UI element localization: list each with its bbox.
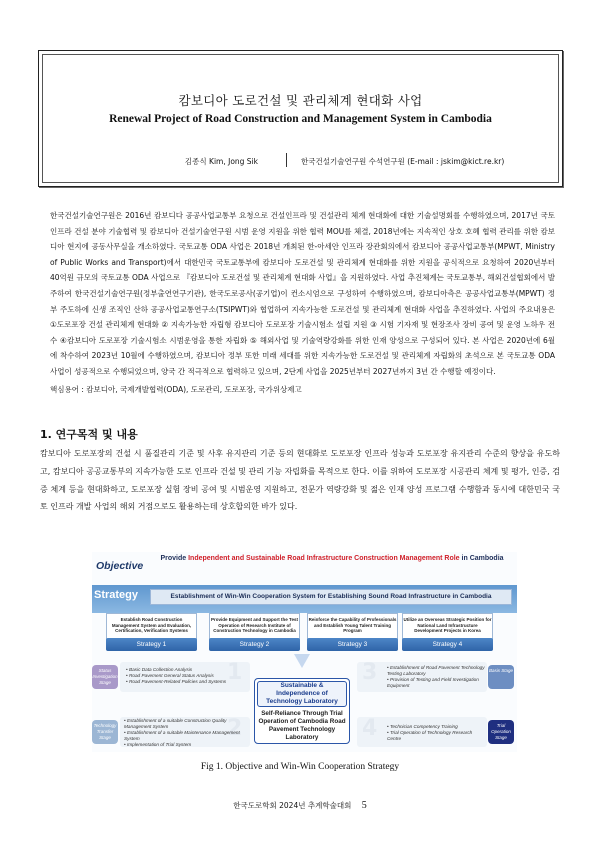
author-name: 김종식 Kim, Jong Sik [184,157,258,166]
stage-3-items [387,665,485,695]
stage-4-badge: Trial Operation Stage [488,720,514,744]
strategy-4-tab: Strategy 4 [402,638,493,651]
objective-text-highlight: Independent and Sustainable Road Infrastructure Construction Management Role [188,555,460,562]
section-title: 1. 연구목적 및 내용 [40,428,138,441]
strategy-4-desc: Utilize an Overseas Strategic Position for National Land Infrastructure Development Projects in Korea [403,617,492,633]
stage-2-item: • Establishment of a suitable Construction Quality Management System [124,718,227,729]
center-goal-subtitle: Self-Reliance Through Trial Operation of Cambodia Road Pavement Technology Laboratory [258,710,346,741]
objective-label: Objective [96,560,144,572]
stage-1-number: 1 [227,660,243,685]
stage-4-item-text: Trial Operation of Technology Research Centre [387,730,473,741]
figure-diagram [92,552,517,752]
title-korean: 캄보디아 도로건설 및 관리체계 현대화 사업 [178,93,423,108]
strategy-3-desc: Reinforce the Capability of Professionals and Establish Young Talent Training Program [308,617,397,633]
stage-4-item-text: Technician Competency Training [389,724,458,729]
stage-1-badge: Status Investigation Stage [92,665,118,689]
stage-4-items [387,724,485,754]
stage-1-item: • Road Pavement-Related Policies and Systems [126,679,227,684]
center-goal-box [254,678,350,744]
title-box [38,50,563,187]
title-inner-frame [42,54,559,183]
strategy-2-tab: Strategy 2 [209,638,300,651]
strategy-3-tab: Strategy 3 [307,638,398,651]
stage-2-item: • Implementation of Trial System [124,742,192,747]
center-goal-title: Sustainable & Independence of Technology Laboratory [257,681,347,707]
objective-text-post: in Cambodia [459,555,504,562]
stage-4-item: • Trial Operation of Technology Research Centre [387,730,473,741]
stage-4-item: • Technician Competency Training [387,724,458,729]
footer-conference: 한국도로학회 2024년 추계학술대회 [233,801,352,810]
author-affiliation: 한국건설기술연구원 수석연구원 (E-mail : jskim@kict.re.kr) [301,157,505,166]
stage-3-item: • Provision of Testing and Field Investigation Equipment [387,677,479,688]
figure-caption: Fig 1. Objective and Win-Win Cooperation Strategy [200,762,400,772]
stage-1-items [126,667,236,697]
stage-3-item-text: Establishment of Road Pavement Technology Testing Laboratory [387,665,485,676]
keywords: 핵심용어 : 캄보디아, 국제개발협력(ODA), 도로관리, 도로포장, 국가위상제고 [50,385,302,394]
section-body: 캄보디아 도로포장의 건설 시 품질관리 기준 및 사후 유지관리 기준 등의 현대화로 도로포장 인프라 성능과 도로포장 유지관리 수준의 향상을 유도하고, 캄보디아 공공교통부의 지속가능한 도로 인프라 건설 및 관리 기능 자립화를 목적으로 한다. 이를 위하여 도로포장 시공관리 체계 및 평가, 인증, 검증 체계 등을 현대화하고, 도로포장 실험 장비 공여 및 시범운영 지원하고, 전문가 역량강화 및 젊은 인재 양성 프로그램 수행함과 동시에 대한민국 국토 인프라 개발 사업의 해외 거점으로도 활용하는데 상호합의한 바가 있다. [40,449,560,512]
page-number: 5 [361,800,367,811]
stage-1-item-text: Road Pavement-Related Policies and Systems [128,679,227,684]
stage-2-item: • Establishment of a suitable Maintenance Management System [124,730,240,741]
strategy-1-desc: Establish Road Construction Management System and Evaluation, Certification, Verification Systems [111,617,192,633]
stage-2-item-text: Establishment of a suitable Maintenance Management System [124,730,240,741]
down-arrow-icon [294,654,310,668]
strategy-label: Strategy [94,589,139,601]
stage-2-item-text: Implementation of Trial System [126,742,192,747]
stage-3-item: • Establishment of Road Pavement Technology Testing Laboratory [387,665,485,676]
stage-3-badge: Basis Stage [488,665,514,689]
objective-text [152,554,512,563]
abstract: 한국건설기술연구원은 2016년 캄보디다 공공사업교통부 요청으로 건설인프라 및 건설관리 체계 현대화에 대한 기술설명회를 수행하였으며, 2017년 국토 인프라 건설 분야 기술협력 및 캄보디아 건설기술연구원 시범 운영 지원을 위한 협력 MOU를 체결, 2018년에는 지속적인 상호 호혜 협력 관리를 위한 캄보디아 현지에 공동사무실을 개소하였다. 국토교통 ODA 사업은 2018년 개최된 한-아세안 인프라 장관회의에서 캄보디아 공공사업교통부(MPWT, Ministry of Public Works and Transport)에서 대한민국 국토교통부에 캄보디아 도로건설 및 관리체계 현대화를 위한 지원을 공식적으로 요청하여 2020년부터 40억원 규모의 국토교통 ODA 사업으로 『캄보디아 도로건설 및 관리체계 현대화 사업』을 지원하였다. 사업 추진체계는 국토교통부, 해외건설협회에서 발주하여 한국건설기술연구원(정부출연연구기관), 한국도로공사(공기업)이 컨소시엄으로 구성하여 수행하였으며, 캄보디아측은 공공사업교통부(MPWT) 정부 주도하에 신생 조직인 산하 공공사업교통연구소(TSIPWT)와 협업하여 지속가능한 도로건설 및 관리체계 현대화 사업을 추진하였다. 사업의 주요내용은 ①도로포장 건설 관리체계 현대화 ② 지속가능한 자립형 캄보디아 도로포장 기술시험소 설립 지원 ③ 시험 기자재 및 현장조사 장비 공여 및 운영 노하우 전수 ④캄보디아 도로포장 기술시험소 시범운영을 통한 자립화 ⑤ 해외사업 및 기술역량강화를 위한 인재 양성으로 구성되어 있다. 본 사업은 2020년에 6월에 착수하여 2023년 10월에 수행하였으며, 캄보디아 정부 또한 미래 세대를 위한 지속가능한 도로건설 및 관리체계 자립화의 초석으로 본 국토교통 ODA 사업이 성공적으로 수행되었으며, 양국 간 적극적으로 협력하고 있으며, 2단계 사업을 2025년부터 2027년까지 3년 간 수행할 예정이다. [50,211,555,376]
stage-3-number: 3 [362,660,378,685]
objective-text-pre: Provide [160,555,189,562]
stage-1-item: • Basic Data Collection Analysis [126,667,193,672]
stage-2-badge: Technology Transfer Stage [92,720,118,744]
author-separator [286,153,287,167]
title-english: Renewal Project of Road Construction and Management System in Cambodia [109,113,492,125]
page-footer [0,800,600,811]
stage-4-number: 4 [362,716,378,741]
stage-1-item-text: Basic Data Collection Analysis [128,667,193,672]
strategy-2-desc: Provide Equipment and Support the Test Operation of Research Institute of Construction Technology in Cambodia [211,617,298,633]
stage-1-item: • Road Pavement General Status Analysis [126,673,214,678]
stage-2-items [124,718,242,748]
stage-3-item-text: Provision of Testing and Field Investigation Equipment [387,677,479,688]
strategy-1-tab: Strategy 1 [106,638,197,651]
stage-2-item-text: Establishment of a suitable Construction Quality Management System [124,718,227,729]
stage-2-number: 2 [227,716,243,741]
stage-1-item-text: Road Pavement General Status Analysis [128,673,214,678]
strategy-banner: Establishment of Win-Win Cooperation System for Establishing Sound Road Infrastructure in Cambodia [150,589,512,605]
